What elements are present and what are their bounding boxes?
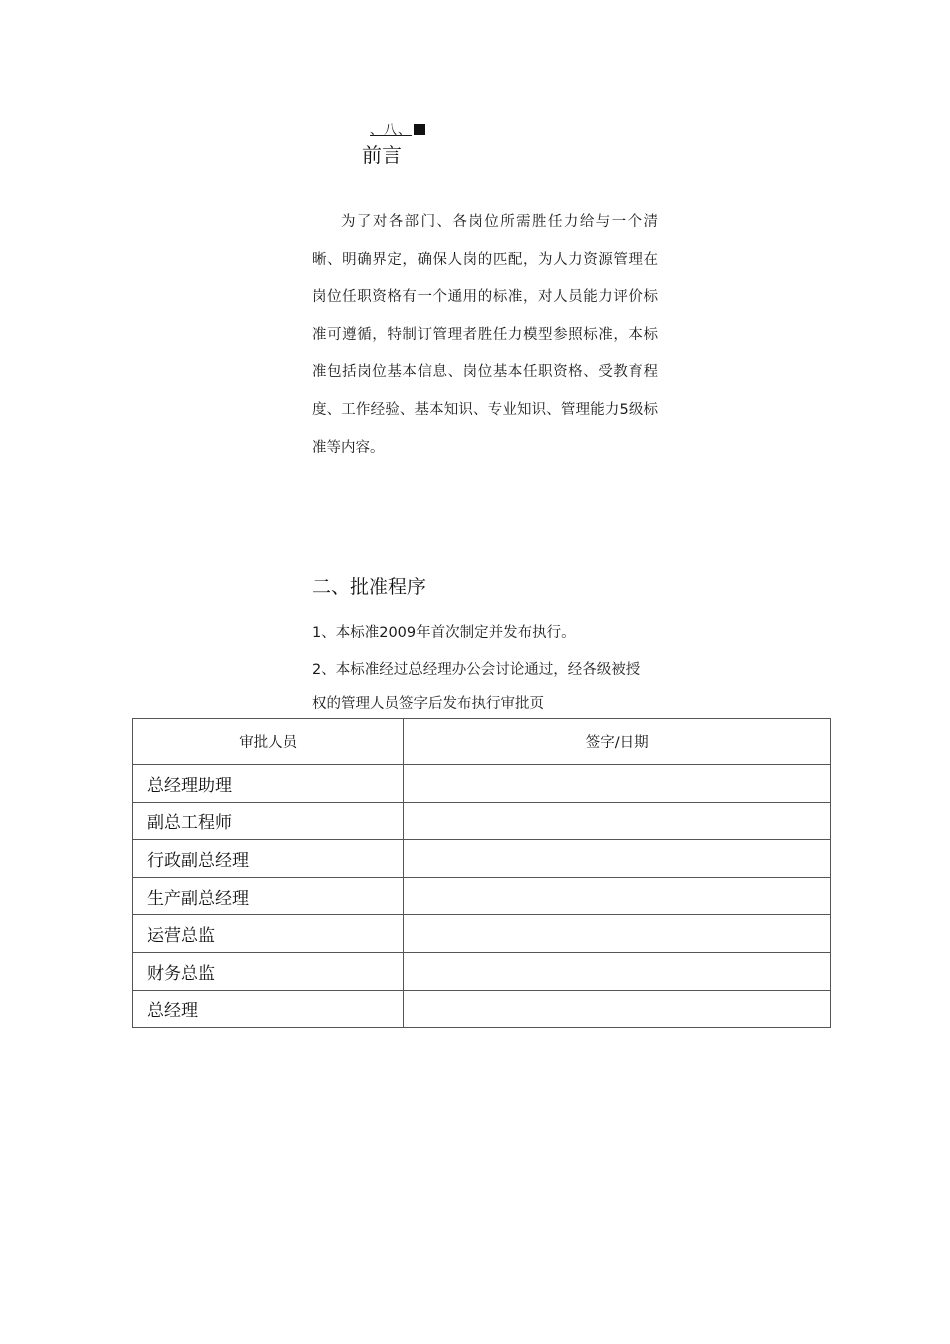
- approver-role: 运营总监: [133, 915, 404, 953]
- approver-role: 总经理: [133, 990, 404, 1028]
- approver-role: 副总工程师: [133, 802, 404, 840]
- signature-cell[interactable]: [404, 952, 831, 990]
- signature-cell[interactable]: [404, 840, 831, 878]
- section-title-approval: 二、批准程序: [312, 576, 427, 598]
- page-title: 前言: [362, 143, 402, 167]
- table-row: [133, 877, 831, 915]
- approver-role: 生产副总经理: [133, 877, 404, 915]
- approval-item-1: 1、本标准2009年首次制定并发布执行。: [312, 625, 576, 641]
- preface-paragraph: 为了对各部门、各岗位所需胜任力给与一个清晰、明确界定，确保人岗的匹配，为人力资源管理在岗位任职资格有一个通用的标准，对人员能力评价标准可遵循，特制订管理者胜任力模型参照标准，本标准包括岗位基本信息、岗位基本任职资格、受教育程度、工作经验、基本知识、专业知识、管理能力5级标准等内容。: [312, 214, 658, 456]
- approver-role: 财务总监: [133, 952, 404, 990]
- signature-cell[interactable]: [404, 877, 831, 915]
- approver-role: 总经理助理: [133, 765, 404, 803]
- table-header-approver: 审批人员: [133, 719, 404, 765]
- heading-marker-text: 、八、: [370, 123, 413, 138]
- table-row: [133, 990, 831, 1028]
- table-row: [133, 765, 831, 803]
- table-row: [133, 952, 831, 990]
- signature-cell[interactable]: [404, 802, 831, 840]
- approver-role: 行政副总经理: [133, 840, 404, 878]
- table-row: [133, 802, 831, 840]
- table-header-row: [133, 719, 831, 765]
- signature-cell[interactable]: [404, 765, 831, 803]
- table-row: [133, 840, 831, 878]
- approval-item-2: 2、本标准经过总经理办公会讨论通过，经各级被授权的管理人员签字后发布执行审批页: [312, 662, 641, 712]
- approval-table: [132, 718, 831, 1028]
- heading-marker: [370, 122, 425, 140]
- signature-cell[interactable]: [404, 990, 831, 1028]
- signature-cell[interactable]: [404, 915, 831, 953]
- table-row: [133, 915, 831, 953]
- black-square-icon: [414, 124, 425, 135]
- table-header-signature-date: 签字/日期: [404, 719, 831, 765]
